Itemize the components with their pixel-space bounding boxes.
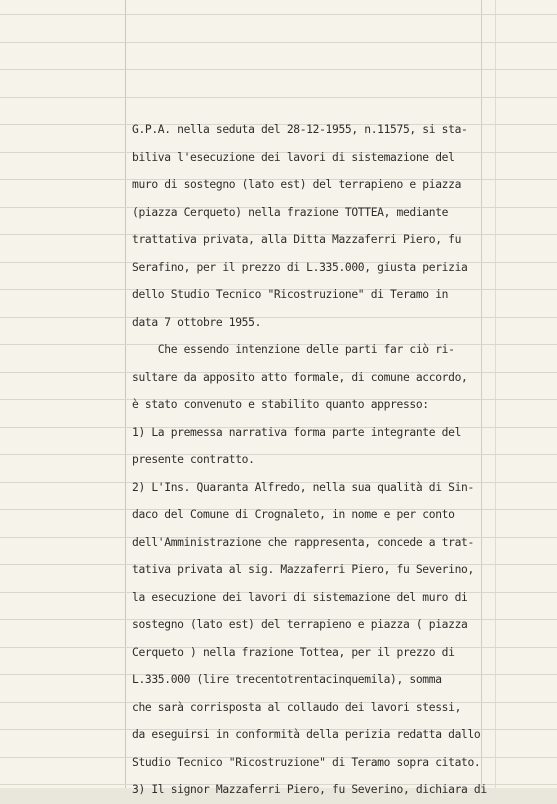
ruled-line (0, 14, 557, 15)
text-line: biliva l'esecuzione dei lavori di sistemazione del (132, 150, 455, 164)
ruled-line (0, 97, 557, 98)
text-line: sultare da apposito atto formale, di comune accordo, (132, 370, 468, 384)
text-line: dello Studio Tecnico "Ricostruzione" di Teramo in (132, 288, 449, 301)
text-line: da eseguirsi in conformità della perizia redatta dallo (132, 728, 481, 741)
text-line: Serafino, per il prezzo di L.335.000, giusta perizia (132, 260, 468, 274)
text-line: G.P.A. nella seduta del 28-12-1955, n.11575, si sta- (132, 123, 468, 136)
text-line: data 7 ottobre 1955. (132, 315, 262, 329)
text-line: la esecuzione dei lavori di sistemazione del muro di (132, 590, 468, 604)
text-line: trattativa privata, alla Ditta Mazzaferri Piero, fu (132, 233, 462, 246)
text-line: 2) L'Ins. Quaranta Alfredo, nella sua qualità di Sin- (132, 480, 474, 494)
text-line: che sarà corrisposta al collaudo dei lavori stessi, (132, 700, 462, 714)
text-line: Studio Tecnico "Ricostruzione" di Teramo sopra citato. (132, 755, 481, 769)
text-line: (piazza Cerqueto) nella frazione TOTTEA, mediante (132, 205, 449, 219)
text-line: 3) Il signor Mazzaferri Piero, fu Severino, dichiara di (132, 783, 487, 796)
text-line: 1) La premessa narrativa forma parte integrante del (132, 425, 462, 439)
ruled-line (0, 69, 557, 70)
text-line: tativa privata al sig. Mazzaferri Piero, fu Severino, (132, 563, 474, 576)
text-line: dell'Amministrazione che rappresenta, concede a trat- (132, 535, 474, 549)
text-line: L.335.000 (lire trecentotrentacinquemila), somma (132, 673, 442, 686)
text-line: Cerqueto ) nella frazione Tottea, per il prezzo di (132, 645, 455, 659)
text-line: presente contratto. (132, 453, 255, 466)
typewritten-text-block (132, 116, 504, 804)
text-line: muro di sostegno (lato est) del terrapieno e piazza (132, 178, 462, 191)
ruled-line (0, 42, 557, 43)
text-line: Che essendo intenzione delle parti far ciò ri- (132, 343, 455, 356)
text-line: daco del Comune di Crognaleto, in nome e per conto (132, 508, 455, 521)
text-line: sostegno (lato est) del terrapieno e piazza ( piazza (132, 618, 468, 631)
text-line: è stato convenuto e stabilito quanto appresso: (132, 398, 429, 411)
left-margin-rule (125, 0, 126, 788)
